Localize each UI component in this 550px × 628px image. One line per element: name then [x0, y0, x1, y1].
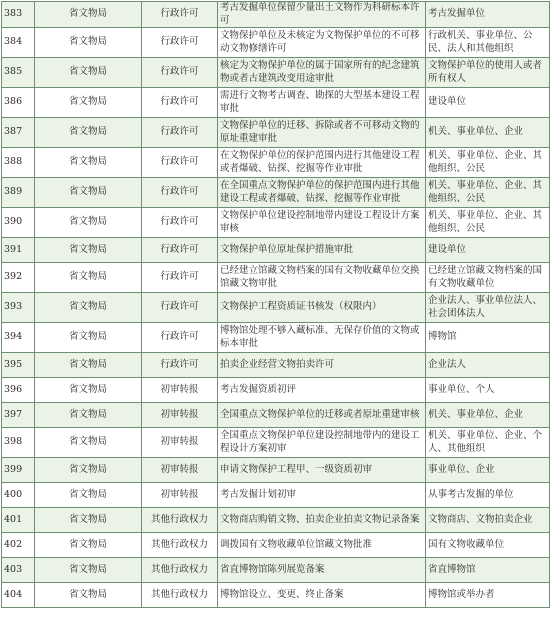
row-number: 396 — [2, 378, 35, 403]
item-name-cell: 省直博物馆陈列展览备案 — [218, 558, 426, 583]
department-cell: 省文物局 — [35, 88, 142, 118]
target-cell: 机关、事业单位、企业 — [426, 118, 550, 148]
target-cell: 机关、事业单位、企业、其他组织、公民 — [426, 178, 550, 208]
row-number: 404 — [2, 583, 35, 608]
target-cell: 企业法人 — [426, 353, 550, 378]
target-cell: 机关、事业单位、企业、其他组织、公民 — [426, 148, 550, 178]
power-type-cell: 其他行政权力 — [142, 508, 218, 533]
target-cell: 国有文物收藏单位 — [426, 533, 550, 558]
item-name-cell: 在全国重点文物保护单位的保护范围内进行其他建设工程或者爆破、钻探、挖掘等作业审批 — [218, 178, 426, 208]
item-name-cell: 已经建立馆藏文物档案的国有文物收藏单位交换馆藏文物审批 — [218, 263, 426, 293]
target-cell: 建设单位 — [426, 88, 550, 118]
row-number: 400 — [2, 483, 35, 508]
item-name-cell: 调拨国有文物收藏单位馆藏文物批准 — [218, 533, 426, 558]
table-row — [2, 118, 550, 148]
department-cell: 省文物局 — [35, 458, 142, 483]
power-type-cell: 行政许可 — [142, 263, 218, 293]
power-type-cell: 行政许可 — [142, 118, 218, 148]
item-name-cell: 拍卖企业经营文物拍卖许可 — [218, 353, 426, 378]
department-cell: 省文物局 — [35, 28, 142, 58]
power-type-cell: 其他行政权力 — [142, 583, 218, 608]
target-cell: 机关、事业单位、企业 — [426, 403, 550, 428]
target-cell: 已经建立馆藏文物档案的国有文物收藏单位 — [426, 263, 550, 293]
department-cell: 省文物局 — [35, 483, 142, 508]
row-number: 392 — [2, 263, 35, 293]
table-row — [2, 558, 550, 583]
department-cell: 省文物局 — [35, 238, 142, 263]
power-type-cell: 初审转报 — [142, 378, 218, 403]
department-cell: 省文物局 — [35, 533, 142, 558]
table-row — [2, 323, 550, 353]
table-row — [2, 28, 550, 58]
power-type-cell: 行政许可 — [142, 208, 218, 238]
table-row — [2, 533, 550, 558]
item-name-cell: 需进行文物考古调查、勘探的大型基本建设工程审批 — [218, 88, 426, 118]
target-cell: 从事考古发掘的单位 — [426, 483, 550, 508]
power-type-cell: 其他行政权力 — [142, 533, 218, 558]
department-cell: 省文物局 — [35, 148, 142, 178]
table-row — [2, 293, 550, 323]
department-cell: 省文物局 — [35, 178, 142, 208]
power-type-cell: 行政许可 — [142, 293, 218, 323]
target-cell: 建设单位 — [426, 238, 550, 263]
item-name-cell: 博物馆处理不够入藏标准、无保存价值的文物或标本审批 — [218, 323, 426, 353]
power-type-cell: 其他行政权力 — [142, 558, 218, 583]
row-number: 390 — [2, 208, 35, 238]
row-number: 401 — [2, 508, 35, 533]
power-type-cell: 行政许可 — [142, 88, 218, 118]
row-number: 394 — [2, 323, 35, 353]
table-row — [2, 238, 550, 263]
power-type-cell: 行政许可 — [142, 353, 218, 378]
item-name-cell: 考古发掘单位保留少量出土文物作为科研标本许可 — [218, 2, 426, 28]
department-cell: 省文物局 — [35, 558, 142, 583]
target-cell: 事业单位、企业 — [426, 458, 550, 483]
department-cell: 省文物局 — [35, 2, 142, 28]
item-name-cell: 申请文物保护工程甲、一级资质初审 — [218, 458, 426, 483]
target-cell: 考古发掘单位 — [426, 2, 550, 28]
item-name-cell: 文物保护单位建设控制地带内建设工程设计方案审核 — [218, 208, 426, 238]
row-number: 403 — [2, 558, 35, 583]
department-cell: 省文物局 — [35, 323, 142, 353]
row-number: 398 — [2, 428, 35, 458]
row-number: 399 — [2, 458, 35, 483]
item-name-cell: 核定为文物保护单位的属于国家所有的纪念建筑物或者古建筑改变用途审批 — [218, 58, 426, 88]
row-number: 389 — [2, 178, 35, 208]
item-name-cell: 全国重点文物保护单位建设控制地带内的建设工程设计方案初审 — [218, 428, 426, 458]
item-name-cell: 在文物保护单位的保护范围内进行其他建设工程或者爆破、钻探、挖掘等作业审批 — [218, 148, 426, 178]
row-number: 386 — [2, 88, 35, 118]
row-number: 385 — [2, 58, 35, 88]
table-row — [2, 378, 550, 403]
department-cell: 省文物局 — [35, 208, 142, 238]
target-cell: 省直博物馆 — [426, 558, 550, 583]
power-type-cell: 行政许可 — [142, 178, 218, 208]
table-row — [2, 208, 550, 238]
item-name-cell: 文物保护单位原址保护措施审批 — [218, 238, 426, 263]
table-row — [2, 2, 550, 28]
table-row — [2, 353, 550, 378]
department-cell: 省文物局 — [35, 378, 142, 403]
department-cell: 省文物局 — [35, 263, 142, 293]
department-cell: 省文物局 — [35, 293, 142, 323]
department-cell: 省文物局 — [35, 583, 142, 608]
row-number: 391 — [2, 238, 35, 263]
target-cell: 机关、事业单位、企业、其他组织、公民 — [426, 208, 550, 238]
department-cell: 省文物局 — [35, 508, 142, 533]
row-number: 384 — [2, 28, 35, 58]
power-list-table — [1, 1, 550, 608]
department-cell: 省文物局 — [35, 403, 142, 428]
power-type-cell: 初审转报 — [142, 428, 218, 458]
row-number: 388 — [2, 148, 35, 178]
department-cell: 省文物局 — [35, 58, 142, 88]
target-cell: 博物馆或举办者 — [426, 583, 550, 608]
department-cell: 省文物局 — [35, 118, 142, 148]
target-cell: 博物馆 — [426, 323, 550, 353]
table-row — [2, 148, 550, 178]
department-cell: 省文物局 — [35, 428, 142, 458]
table-row — [2, 58, 550, 88]
item-name-cell: 文物保护单位及未核定为文物保护单位的不可移动文物修缮许可 — [218, 28, 426, 58]
item-name-cell: 文物保护工程资质证书核发（权限内） — [218, 293, 426, 323]
table-row — [2, 263, 550, 293]
table-row — [2, 178, 550, 208]
power-type-cell: 初审转报 — [142, 483, 218, 508]
item-name-cell: 博物馆设立、变更、终止备案 — [218, 583, 426, 608]
table-row — [2, 458, 550, 483]
power-type-cell: 行政许可 — [142, 238, 218, 263]
target-cell: 文物商店、文物拍卖企业 — [426, 508, 550, 533]
power-type-cell: 行政许可 — [142, 28, 218, 58]
row-number: 393 — [2, 293, 35, 323]
table-row — [2, 583, 550, 608]
target-cell: 机关、事业单位、企业、个人、其他组织 — [426, 428, 550, 458]
power-type-cell: 行政许可 — [142, 323, 218, 353]
row-number: 395 — [2, 353, 35, 378]
power-type-cell: 初审转报 — [142, 403, 218, 428]
table-row — [2, 483, 550, 508]
item-name-cell: 文物保护单位的迁移、拆除或者不可移动文物的原址重建审批 — [218, 118, 426, 148]
row-number: 402 — [2, 533, 35, 558]
table-row — [2, 508, 550, 533]
row-number: 397 — [2, 403, 35, 428]
power-type-cell: 行政许可 — [142, 148, 218, 178]
item-name-cell: 文物商店购销文物、拍卖企业拍卖文物记录备案 — [218, 508, 426, 533]
item-name-cell: 考古发掘计划初审 — [218, 483, 426, 508]
table-row — [2, 403, 550, 428]
item-name-cell: 全国重点文物保护单位的迁移或者原址重建审核 — [218, 403, 426, 428]
table-row — [2, 88, 550, 118]
target-cell: 行政机关、事业单位、公民、法人和其他组织 — [426, 28, 550, 58]
power-type-cell: 行政许可 — [142, 58, 218, 88]
department-cell: 省文物局 — [35, 353, 142, 378]
power-type-cell: 初审转报 — [142, 458, 218, 483]
target-cell: 事业单位、个人 — [426, 378, 550, 403]
table-row — [2, 428, 550, 458]
row-number: 383 — [2, 2, 35, 28]
row-number: 387 — [2, 118, 35, 148]
item-name-cell: 考古发掘资质初评 — [218, 378, 426, 403]
target-cell: 文物保护单位的使用人或者所有权人 — [426, 58, 550, 88]
power-type-cell: 行政许可 — [142, 2, 218, 28]
target-cell: 企业法人、事业单位法人、社会团体法人 — [426, 293, 550, 323]
